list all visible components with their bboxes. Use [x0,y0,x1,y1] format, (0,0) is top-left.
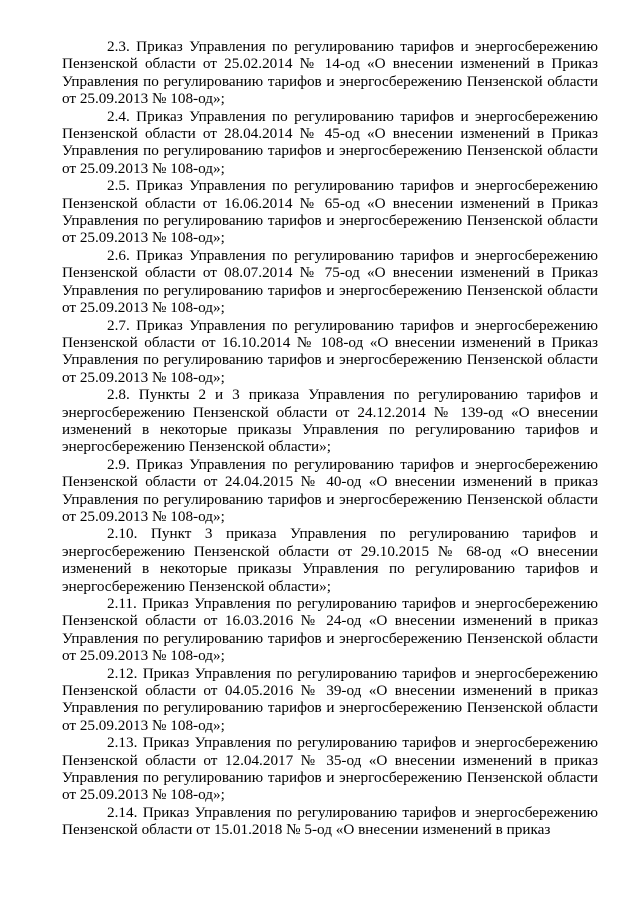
paragraph-2-4: 2.4. Приказ Управления по регулированию тарифов и энергосбережению Пензенской области от 28.04.2014 № 45-од «О внесении изменений в Приказ Управления по регулированию тарифов и энергосбережению Пензенской области от 25.09.2013 № 108-од»; [62,107,598,177]
paragraph-2-9: 2.9. Приказ Управления по регулированию тарифов и энергосбережению Пензенской области от 24.04.2015 № 40-од «О внесении изменений в приказ Управления по регулированию тарифов и энергосбережению Пензенской области от 25.09.2013 № 108-од»; [62,455,598,525]
paragraph-2-6: 2.6. Приказ Управления по регулированию тарифов и энергосбережению Пензенской области от 08.07.2014 № 75-од «О внесении изменений в Приказ Управления по регулированию тарифов и энергосбережению Пензенской области от 25.09.2013 № 108-од»; [62,246,598,317]
paragraph-2-3: 2.3. Приказ Управления по регулированию тарифов и энергосбережению Пензенской области от 25.02.2014 № 14-од «О внесении изменений в Приказ Управления по регулированию тарифов и энергосбережению Пензенской области от 25.09.2013 № 108-од»; [62,38,598,108]
paragraph-2-10: 2.10. Пункт 3 приказа Управления по регулированию тарифов и энергосбережению Пензенской области от 29.10.2015 № 68-од «О внесении изменений в некоторые приказы Управления по регулированию тарифов и энергосбережению Пензенской области»; [62,525,598,595]
paragraph-2-12: 2.12. Приказ Управления по регулированию тарифов и энергосбережению Пензенской области от 04.05.2016 № 39-од «О внесении изменений в приказ Управления по регулированию тарифов и энергосбережению Пензенской области от 25.09.2013 № 108-од»; [62,664,598,734]
paragraph-2-5: 2.5. Приказ Управления по регулированию тарифов и энергосбережению Пензенской области от 16.06.2014 № 65-од «О внесении изменений в Приказ Управления по регулированию тарифов и энергосбережению Пензенской области от 25.09.2013 № 108-од»; [62,177,598,247]
paragraph-2-14: 2.14. Приказ Управления по регулированию тарифов и энергосбережению Пензенской области от 15.01.2018 № 5-од «О внесении изменений в приказ [62,803,598,839]
paragraph-2-8: 2.8. Пункты 2 и 3 приказа Управления по регулированию тарифов и энергосбережению Пензенской области от 24.12.2014 № 139-од «О внесении изменений в некоторые приказы Управления по регулированию тарифов и энергосбережению Пензенской области»; [62,386,598,456]
paragraph-2-13: 2.13. Приказ Управления по регулированию тарифов и энергосбережению Пензенской области от 12.04.2017 № 35-од «О внесении изменений в приказ Управления по регулированию тарифов и энергосбережению Пензенской области от 25.09.2013 № 108-од»; [62,734,598,804]
document-page [62,38,598,839]
paragraph-2-7: 2.7. Приказ Управления по регулированию тарифов и энергосбережению Пензенской области от 16.10.2014 № 108-од «О внесении изменений в Приказ Управления по регулированию тарифов и энергосбережению Пензенской области от 25.09.2013 № 108-од»; [62,316,598,386]
paragraph-2-11: 2.11. Приказ Управления по регулированию тарифов и энергосбережению Пензенской области от 16.03.2016 № 24-од «О внесении изменений в приказ Управления по регулированию тарифов и энергосбережению Пензенской области от 25.09.2013 № 108-од»; [62,595,598,665]
